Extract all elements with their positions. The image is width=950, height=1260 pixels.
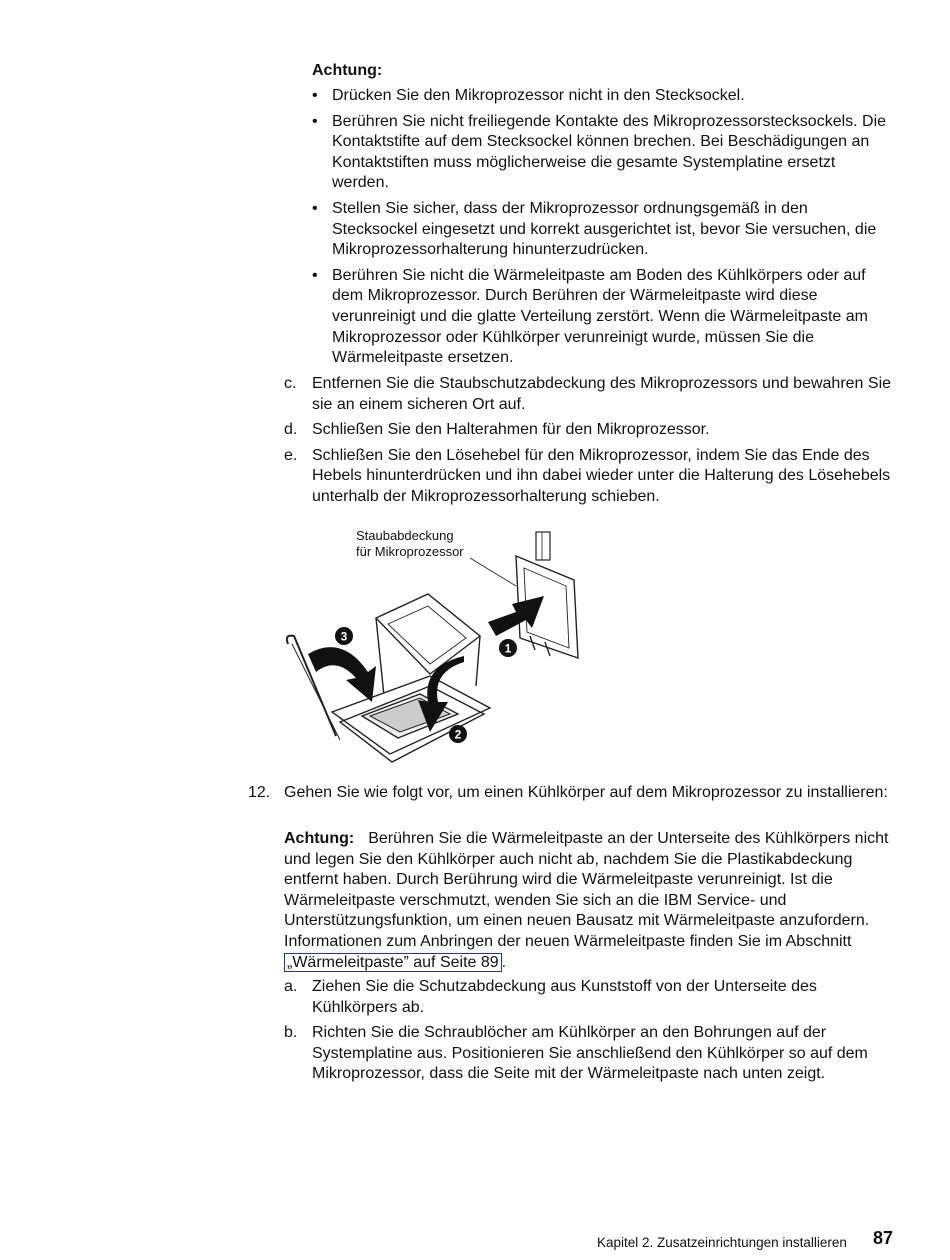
cpu-socket	[332, 676, 490, 762]
bullet-text: Berühren Sie nicht die Wärmeleitpaste am Boden des Kühlkörpers oder auf dem Mikroprozessor. Durch Berühren der Wärmeleitpaste wird diese verunreinigt und die glatte Verteilung zerstört. Wenn die Wärmeleitpaste am Mikroprozessor oder Kühlkörper verunreinigt wurde, müssen Sie die Wärmeleitpaste ersetzen.	[332, 266, 868, 367]
substep-marker: b.	[284, 1024, 298, 1042]
footer-chapter-title: Kapitel 2. Zusatzeinrichtungen installieren	[597, 1235, 847, 1250]
step-12	[248, 783, 896, 804]
bullet-marker: •	[312, 112, 318, 130]
substep-list-ab	[284, 977, 896, 1090]
bullet-text: Berühren Sie nicht freiliegende Kontakte des Mikroprozessorstecksockels. Die Kontaktstifte auf dem Stecksockel können brechen. Bei Beschädigungen an Kontaktstiften muss möglicherweise die gesamte Systemplatine ersetzt werden.	[332, 112, 887, 192]
substep-c	[284, 374, 896, 415]
substep-marker: e.	[284, 446, 298, 464]
substep-list-cde	[284, 374, 896, 513]
caption-leader-line	[470, 558, 516, 586]
attention-bullet-list	[312, 86, 896, 374]
substep-d	[284, 420, 896, 441]
callout-1-label: 1	[504, 641, 512, 656]
bullet-item	[312, 199, 896, 261]
attention-label: Achtung:	[284, 830, 355, 847]
substep-marker: c.	[284, 375, 297, 392]
figure-caption-line: für Mikroprozessor	[356, 544, 464, 559]
page-number: 87	[873, 1228, 894, 1248]
callout-2-label: 2	[454, 727, 462, 742]
substep-text: Schließen Sie den Lösehebel für den Mikroprozessor, indem Sie das Ende des Hebels hinunterdrücken und ihn dabei wieder unter die Halterung des Lösehebels unterhalb der Mikroprozessorhalterung schieben.	[312, 446, 891, 505]
bullet-item	[312, 86, 896, 107]
attention-text: Berühren Sie die Wärmeleitpaste an der Unterseite des Kühlkörpers nicht und legen Sie den Kühlkörper auch nicht ab, nachdem Sie die Plastikabdeckung entfernt haben. Durch Berührung wird die Wärmeleitpaste verunreinigt. Ist die Wärmeleitpaste verschmutzt, wenden Sie sich an die IBM Service- und Unterstützungsfunktion, um einen neuen Bausatz mit Wärmeleitpaste anzufordern. Informationen zum Anbringen der neuen Wärmeleitpaste finden Sie im Abschnitt	[284, 830, 889, 950]
substep-text: Entfernen Sie die Staubschutzabdeckung des Mikroprozessors und bewahren Sie sie an einem sicheren Ort auf.	[312, 375, 892, 413]
microprocessor-installation-illustration	[280, 526, 600, 772]
callout-3-label: 3	[340, 629, 348, 644]
dust-cover	[516, 532, 578, 658]
substep-text: Schließen Sie den Halterahmen für den Mikroprozessor.	[312, 421, 710, 439]
bullet-marker: •	[312, 199, 318, 217]
step-12-attention	[284, 829, 896, 973]
cross-reference-link[interactable]: „Wärmeleitpaste” auf Seite 89	[284, 953, 502, 972]
bullet-item	[312, 266, 896, 369]
substep-a	[284, 977, 896, 1018]
substep-b	[284, 1023, 896, 1085]
bullet-text: Drücken Sie den Mikroprozessor nicht in den Stecksockel.	[332, 87, 745, 104]
attention-heading: Achtung:	[312, 62, 383, 79]
substep-marker: d.	[284, 421, 298, 439]
bullet-marker: •	[312, 87, 318, 104]
substep-text: Richten Sie die Schraublöcher am Kühlkörper an den Bohrungen auf der Systemplatine aus. Positionieren Sie anschließend den Kühlkörper so auf dem Mikroprozessor, dass die Seite mit der Wärmeleitpaste nach unten zeigt.	[312, 1024, 868, 1083]
substep-e	[284, 446, 896, 508]
sentence-end: .	[501, 953, 507, 971]
step-text: Gehen Sie wie folgt vor, um einen Kühlkörper auf dem Mikroprozessor zu installieren:	[284, 784, 888, 801]
step-number: 12.	[248, 784, 271, 801]
bullet-item	[312, 112, 896, 194]
bullet-text: Stellen Sie sicher, dass der Mikroprozessor ordnungsgemäß in den Stecksockel eingesetzt und korrekt ausgerichtet ist, bevor Sie versuchen, die Mikroprozessorhalterung hinunterzudrücken.	[332, 199, 877, 259]
substep-marker: a.	[284, 978, 298, 995]
figure-caption-line: Staubabdeckung	[356, 528, 454, 543]
substep-text: Ziehen Sie die Schutzabdeckung aus Kunststoff von der Unterseite des Kühlkörpers ab.	[312, 978, 817, 1016]
bullet-marker: •	[312, 266, 318, 284]
